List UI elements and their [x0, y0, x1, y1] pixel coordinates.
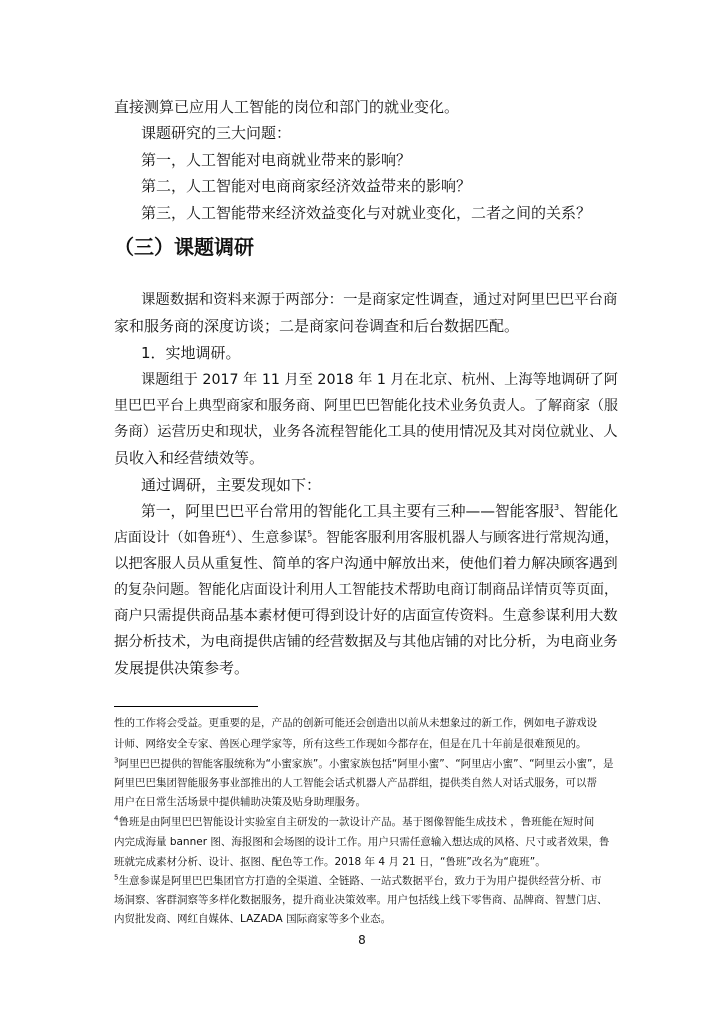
text-span: 、智能化 [559, 503, 619, 520]
text-span: ）、生意参谋 [230, 530, 308, 546]
questions-intro: 课题研究的三大问题： [141, 124, 292, 142]
list-item-1: 1．实地调研。 [141, 344, 241, 362]
paragraph-2-line: 员收入和经营绩效等。 [114, 449, 265, 467]
question-1: 第一，人工智能对电商就业带来的影响？ [141, 151, 412, 169]
footnote-line: 内贸批发商、网红自媒体、LAZADA 国际商家等多个业态。 [114, 913, 392, 925]
paragraph-2-line: 课题组于 2017 年 11 月至 2018 年 1 月在北京、杭州、上海等地调研了阿 [141, 372, 618, 388]
paragraph-4-line [141, 502, 618, 522]
paragraph-1-line: 家和服务商的深度访谈；二是商家问卷调查和后台数据匹配。 [114, 317, 520, 335]
footnote-ref: 3 [554, 503, 560, 513]
paragraph-3-line: 通过调研，主要发现如下： [141, 476, 322, 494]
footnote-text: 鲁班是由阿里巴巴智能设计实验室自主研发的一款设计产品。基于图像智能生成技术 ，鲁班能在短时间 [118, 816, 595, 828]
paragraph-4-line: 以把客服人员从重复性、简单的客户沟通中解放出来，使他们着力解决顾客遇到 [114, 556, 618, 572]
footnote-text: 生意参谋是阿里巴巴集团官方打造的全渠道、全链路、一站式数据平台，致力于为用户提供经营分析、市 [118, 875, 602, 887]
footnote-number: 3 [114, 756, 119, 765]
footnote-ref: 4 [225, 529, 231, 539]
footnote-number: 4 [114, 814, 119, 823]
section-heading: （三）课题调研 [114, 235, 254, 259]
paragraph-4-line: 商户只需提供商品基本素材便可得到设计好的店面宣传资料。生意参谋利用大数 [114, 608, 618, 624]
text-span: 。智能客服利用客服机器人与顾客进行常规沟通， [312, 530, 619, 546]
footnote-number: 5 [114, 873, 119, 882]
question-3: 第三，人工智能带来经济效益变化与对就业变化，二者之间的关系？ [141, 204, 592, 222]
footnote-line: 阿里巴巴集团智能服务事业部推出的人工智能会话式机器人产品群组，提供类自然人对话式服务，可以帮 [114, 777, 597, 789]
footnote-line: 计师、网络安全专家、兽医心理学家等，所有这些工作现如今都存在，但是在几十年前是很难预见的。 [114, 738, 587, 750]
footnote-4 [114, 815, 594, 829]
footnote-5 [114, 874, 601, 888]
page-number: 8 [358, 933, 366, 947]
footnote-line: 用户在日常生活场景中提供辅助决策及贴身助理服务。 [114, 796, 366, 808]
paragraph-1-line: 课题数据和资料来源于两部分：一是商家定性调查，通过对阿里巴巴平台商 [141, 292, 618, 308]
footnote-line: 性的工作将会受益。更重要的是，产品的创新可能还会创造出以前从未想象过的新工作，例如电子游戏设 [114, 717, 597, 729]
body-line: 直接测算已应用人工智能的岗位和部门的就业变化。 [114, 98, 460, 116]
footnote-ref: 5 [307, 529, 313, 539]
footnote-line: 内完成海量 banner 图、海报图和会场图的设计工作。用户只需任意输入想达成的风格、尺寸或者效果，鲁 [114, 836, 610, 848]
paragraph-2-line: 里巴巴平台上典型商家和服务商、阿里巴巴智能化技术业务负责人。了解商家（服 [114, 398, 618, 414]
paragraph-4-line: 发展提供决策参考。 [114, 659, 250, 677]
footnote-line: 班就完成素材分析、设计、抠图、配色等工作。2018 年 4 月 21 日，“鲁班”改名为“鹿班”。 [114, 856, 546, 868]
footnote-3 [114, 757, 613, 771]
paragraph-4-line: 据分析技术，为电商提供店铺的经营数据及与其他店铺的对比分析，为电商业务 [114, 634, 618, 650]
footnote-separator [114, 706, 258, 707]
paragraph-4-line: 的复杂问题。智能化店面设计利用人工智能技术帮助电商订制商品详情页等页面， [114, 582, 618, 598]
text-span: 第一，阿里巴巴平台常用的智能化工具主要有三种——智能客服 [141, 503, 554, 520]
question-2: 第二，人工智能对电商商家经济效益带来的影响？ [141, 177, 472, 195]
footnote-text: 阿里巴巴提供的智能客服统称为“小蜜家族”。小蜜家族包括“阿里小蜜”、“阿里店小蜜”、“阿里云小蜜”，是 [118, 758, 614, 770]
text-span: 店面设计（如鲁班 [114, 530, 226, 546]
footnote-line: 场洞察、客群洞察等多样化数据服务，提升商业决策效率。用户包括线上线下零售商、品牌商、智慧门店、 [114, 894, 608, 906]
paragraph-2-line: 务商）运营历史和现状，业务各流程智能化工具的使用情况及其对岗位就业、人 [114, 424, 618, 440]
paragraph-4-line [114, 528, 618, 548]
